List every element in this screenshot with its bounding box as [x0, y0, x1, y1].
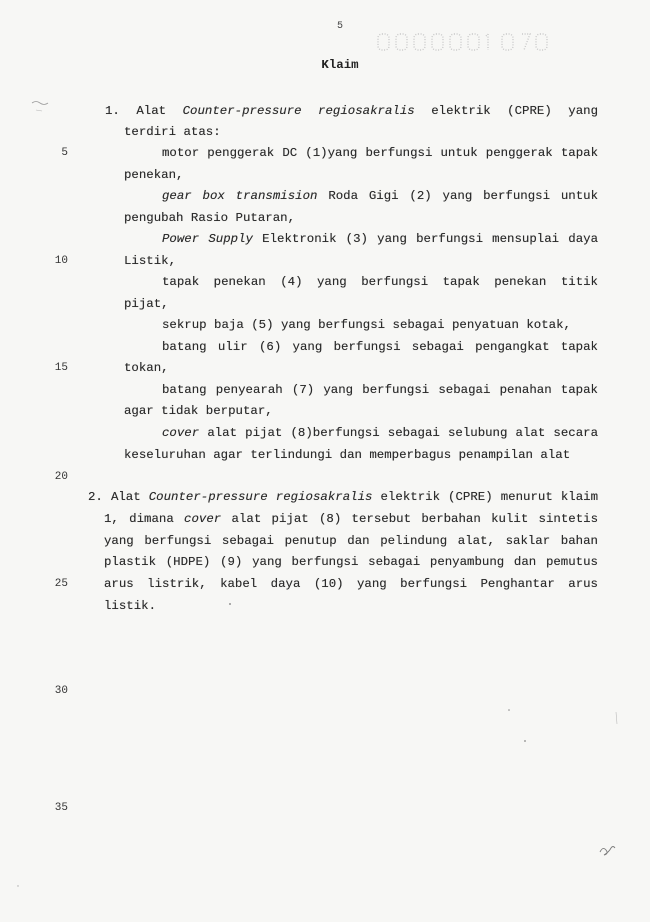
claim-1-line — [124, 360, 598, 376]
claim-text: listik. — [104, 599, 157, 613]
claim-text-italic: Counter-pressure regiosakralis — [148, 490, 373, 504]
claim-text: pengubah Rasio Putaran, — [124, 211, 296, 225]
margin-line-number: 15 — [54, 362, 68, 374]
claim-text: elektrik (CPRE) menurut klaim — [380, 490, 599, 504]
claim-1-line — [124, 124, 598, 140]
claim-text-italic: cover — [162, 426, 200, 440]
claim-1-line — [162, 425, 598, 441]
claim-2-line — [104, 576, 598, 592]
claim-1-line — [124, 253, 598, 269]
claim-text-italic: cover — [184, 512, 222, 526]
claim-text: alat pijat (8)berfungsi sebagai selubung alat secara — [207, 426, 599, 440]
margin-line-number: 10 — [54, 255, 68, 267]
margin-line-number: 30 — [54, 685, 68, 697]
claim-text: sekrup baja (5) yang berfungsi sebagai penyatuan kotak, — [162, 318, 571, 332]
claim-2-line — [104, 511, 598, 527]
claim-1-line — [162, 339, 598, 355]
claim-text-italic: Counter-pressure regiosakralis — [182, 104, 415, 118]
claim-text-italic: Power Supply — [162, 232, 253, 246]
margin-line-number: 25 — [54, 578, 68, 590]
stamp-number — [376, 30, 552, 54]
claim-text: elektrik (CPRE) yang — [431, 104, 599, 118]
margin-line-number: 5 — [61, 147, 68, 159]
claim-text: Alat — [110, 490, 141, 504]
claim-1-line — [124, 210, 598, 226]
claim-2-line — [104, 598, 598, 614]
claim-1-line — [162, 274, 598, 290]
claim-1-line — [162, 188, 598, 204]
claim-2-line — [104, 554, 598, 570]
claim-text: penekan, — [124, 168, 184, 182]
claim-text: pijat, — [124, 297, 169, 311]
claim-text: Roda Gigi (2) yang berfungsi untuk — [328, 189, 599, 203]
claim-text: Alat — [136, 104, 167, 118]
claim-text: terdiri atas: — [124, 125, 221, 139]
margin-line-number: 35 — [54, 802, 68, 814]
margin-line-number: 20 — [54, 471, 68, 483]
claim-1-line — [124, 167, 598, 183]
claim-text: batang ulir (6) yang berfungsi sebagai pengangkat tapak — [162, 340, 598, 354]
claim-1-line — [162, 382, 598, 398]
claim-text: Listik, — [124, 254, 177, 268]
claim-text: tapak penekan (4) yang berfungsi tapak penekan titik — [162, 275, 598, 289]
claim-1-line — [124, 296, 598, 312]
claim-1-line — [124, 403, 598, 419]
claim-text: arus listrik, kabel daya (10) yang berfungsi Penghantar arus — [104, 577, 598, 591]
claim-text: agar tidak berputar, — [124, 404, 273, 418]
claim-text: tokan, — [124, 361, 169, 375]
claim-text: batang penyearah (7) yang berfungsi sebagai penahan tapak — [162, 383, 598, 397]
claim-1-number: 1. — [105, 104, 120, 118]
claim-2-line — [88, 489, 598, 505]
claim-1-line — [162, 231, 598, 247]
page-title: Klaim — [321, 58, 359, 72]
claim-text: Elektronik (3) yang berfungsi mensuplai daya — [262, 232, 599, 246]
page-number: 5 — [336, 21, 343, 32]
claim-1-line — [105, 103, 598, 119]
claim-2-number: 2. — [88, 490, 103, 504]
claim-text: yang berfungsi sebagai penutup dan pelindung alat, saklar bahan — [104, 534, 598, 548]
claim-text: 1, dimana — [104, 512, 174, 526]
claim-text: alat pijat (8) tersebut berbahan kulit sintetis — [231, 512, 599, 526]
claim-text: plastik (HDPE) (9) yang berfungsi sebagai penyambung dan pemutus — [104, 555, 598, 569]
claim-1-line — [162, 317, 598, 333]
claim-1-line — [124, 447, 598, 463]
claim-1-line — [162, 145, 598, 161]
claim-text: motor penggerak DC (1)yang berfungsi untuk penggerak tapak — [162, 146, 598, 160]
claim-text: keseluruhan agar terlindungi dan memperbagus penampilan alat — [124, 448, 571, 462]
claim-text-italic: gear box transmision — [162, 189, 318, 203]
claim-2-line — [104, 533, 598, 549]
